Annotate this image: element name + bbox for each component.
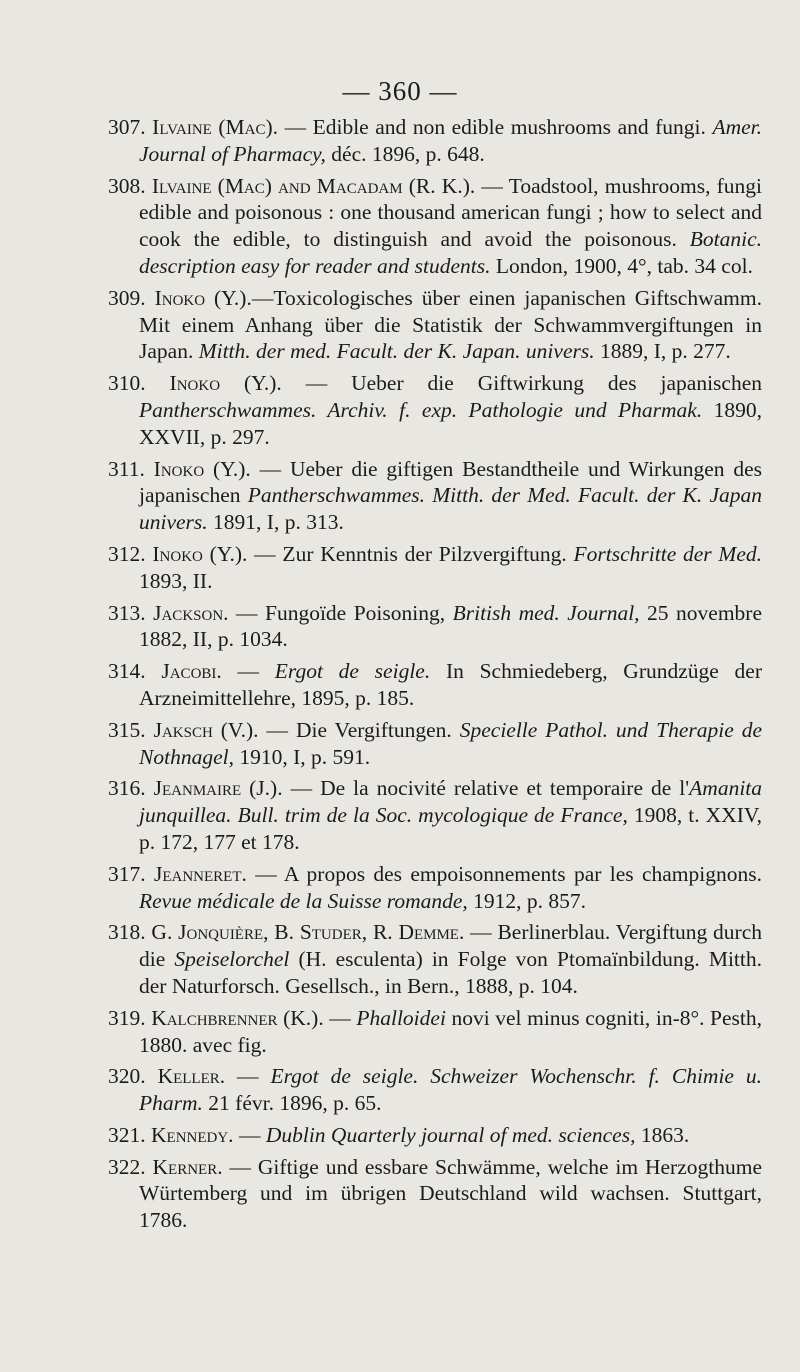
bibliography-entry xyxy=(108,717,762,771)
entry-tail: In Schmiedeberg, Grundzüge der Arzneimittellehre, 1895, p. 185. xyxy=(139,659,763,710)
bibliography-entry xyxy=(108,600,762,654)
bibliography-entry xyxy=(108,370,762,450)
entry-num: 317. xyxy=(108,861,146,886)
entry-tail: déc. 1896, p. 648. xyxy=(325,141,485,166)
entry-title: Speiselorchel xyxy=(174,947,290,972)
entry-text: — Die Vergiftungen. xyxy=(258,717,460,742)
entry-author: Jackson. xyxy=(153,600,229,625)
bibliography-entry xyxy=(108,1154,762,1234)
entry-text: — xyxy=(225,1064,271,1089)
entry-title: Ergot de seigle. xyxy=(274,659,431,684)
entry-num: 316. xyxy=(108,776,146,801)
entry-author: Inoko (Y.). xyxy=(152,541,248,566)
entry-text: — Edible and non edible mushrooms and fungi. xyxy=(278,115,713,139)
entry-author: Kalchbrenner (K.). xyxy=(151,1005,324,1030)
bibliography-entry xyxy=(108,658,762,712)
entry-title: Amer. Journal of Pharmacy, xyxy=(139,115,763,166)
entry-text: — A propos des empoisonnements par les champignons. xyxy=(246,861,762,886)
entry-tail: 1910, I, p. 591. xyxy=(233,744,371,769)
entry-text: —Toxicologisches über einen japanischen Giftschwamm. Mit einem Anhang über die Statistik der Schwammvergiftungen in Japan. xyxy=(139,285,762,364)
bibliography-entry xyxy=(108,456,762,536)
entry-author: Jaksch (V.). xyxy=(153,717,259,742)
entry-author: Jacobi. xyxy=(161,659,222,684)
entry-author: Ilvaine (Mac) and Macadam (R. K.). xyxy=(151,173,476,198)
entry-title: Botanic. description easy for reader and students. xyxy=(139,227,762,278)
entry-tail: (H. esculenta) in Folge von Ptomaïnbildung. Mitth. der Naturforsch. Gesellsch., in Bern., 1888, p. 104. xyxy=(139,947,762,998)
entry-author: G. Jonquière, B. Studer, R. Demme. xyxy=(151,920,465,945)
entry-tail: novi vel minus cogniti, in-8°. Pesth, 1880. avec fig. xyxy=(139,1005,762,1057)
entry-author: Jeanmaire (J.). xyxy=(153,776,283,801)
entry-text: — Ueber die giftigen Bestandtheile und Wirkungen des japanischen xyxy=(139,456,762,508)
entry-tail: 1908, t. XXIV, p. 172, 177 et 178. xyxy=(139,803,762,854)
entry-num: 319. xyxy=(108,1005,146,1030)
entry-title: Phalloidei xyxy=(356,1005,446,1030)
entry-title: Pantherschwammes. Archiv. f. exp. Pathologie und Pharmak. xyxy=(139,397,703,422)
entry-author: Keller. xyxy=(157,1064,226,1089)
entry-tail: London, 1900, 4°, tab. 34 col. xyxy=(490,253,753,278)
entry-text: — Zur Kenntnis der Pilzvergiftung. xyxy=(247,541,574,566)
bibliography-entry xyxy=(108,775,762,855)
entry-author: Kennedy. xyxy=(151,1122,234,1147)
entry-tail: 1889, I, p. 277. xyxy=(594,339,731,364)
bibliography-entry xyxy=(108,861,762,915)
entry-num: 310. xyxy=(108,371,146,396)
entry-num: 309. xyxy=(108,285,146,310)
entry-tail: 21 févr. 1896, p. 65. xyxy=(202,1091,382,1116)
entry-text: — De la nocivité relative et temporaire de l' xyxy=(282,776,690,801)
entry-author: Inoko (Y.). xyxy=(169,371,282,396)
entry-author: Kerner. xyxy=(152,1154,223,1179)
entry-title: Specielle Pathol. und Therapie de Nothnagel, xyxy=(139,717,762,769)
entry-tail: 1890, XXVII, p. 297. xyxy=(139,397,763,449)
entry-text: — xyxy=(233,1122,266,1147)
bibliography-entry xyxy=(108,173,762,280)
entry-num: 311. xyxy=(108,456,145,481)
bibliography-entry xyxy=(108,1122,762,1149)
bibliography-list xyxy=(108,114,762,1239)
entry-author: Inoko (Y.). xyxy=(153,456,251,481)
entry-text: — Toadstool, mushrooms, fungi edible and poisonous : one thousand american fungi ; how to select and cook the edible, to distinguish and avoid the poisonous. xyxy=(139,173,763,252)
entry-author: Inoko (Y.). xyxy=(154,285,252,310)
entry-num: 314. xyxy=(108,659,146,684)
entry-title: Dublin Quarterly journal of med. sciences, xyxy=(265,1122,636,1147)
entry-tail: 1891, I, p. 313. xyxy=(207,510,344,535)
entry-title: Revue médicale de la Suisse romande, xyxy=(139,888,468,913)
entry-tail: 1863. xyxy=(635,1122,690,1147)
entry-title: British med. Journal, xyxy=(452,600,640,625)
entry-tail: 1912, p. 857. xyxy=(467,888,587,913)
entry-text: — Berlinerblau. Vergiftung durch die xyxy=(139,920,762,972)
entry-num: 315. xyxy=(108,717,146,742)
bibliography-entry xyxy=(108,285,762,365)
entry-text: — Ueber die Giftwirkung des japanischen xyxy=(281,371,762,396)
entry-num: 321. xyxy=(108,1122,146,1147)
entry-author: Jeanneret. xyxy=(153,861,247,886)
entry-tail: 1893, II. xyxy=(139,568,213,593)
entry-num: 322. xyxy=(108,1154,146,1179)
entry-num: 312. xyxy=(108,541,146,566)
bibliography-entry xyxy=(108,919,762,999)
entry-text: — Fungoïde Poisoning, xyxy=(228,600,453,625)
entry-tail: 25 novembre 1882, II, p. 1034. xyxy=(139,600,762,652)
entry-title: Pantherschwammes. Mitth. der Med. Facult. der K. Japan univers. xyxy=(139,483,762,535)
entry-title: Fortschritte der Med. xyxy=(573,541,762,566)
entry-num: 318. xyxy=(108,920,146,945)
page-number: — 360 — xyxy=(342,76,458,106)
entry-title: Ergot de seigle. Schweizer Wochenschr. f. Chimie u. Pharm. xyxy=(139,1064,763,1116)
entry-num: 320. xyxy=(108,1064,146,1089)
entry-num: 307. xyxy=(108,115,146,139)
entry-title: Amanita junquillea. Bull. trim de la Soc. mycologique de France, xyxy=(139,776,763,828)
entry-text: — xyxy=(323,1005,357,1030)
bibliography-entry xyxy=(108,1063,762,1117)
bibliography-entry xyxy=(108,114,762,168)
entry-num: 308. xyxy=(108,173,146,198)
entry-text: — Giftige und essbare Schwämme, welche im Herzogthume Würtemberg und im übrigen Deutschland wild wachsen. Stuttgart, 1786. xyxy=(139,1154,762,1233)
entry-text: — xyxy=(221,659,275,684)
entry-num: 313. xyxy=(108,600,146,625)
entry-title: Mitth. der med. Facult. der K. Japan. univers. xyxy=(198,339,595,364)
bibliography-entry xyxy=(108,541,762,595)
bibliography-entry xyxy=(108,1005,762,1059)
entry-author: Ilvaine (Mac). xyxy=(152,115,279,139)
